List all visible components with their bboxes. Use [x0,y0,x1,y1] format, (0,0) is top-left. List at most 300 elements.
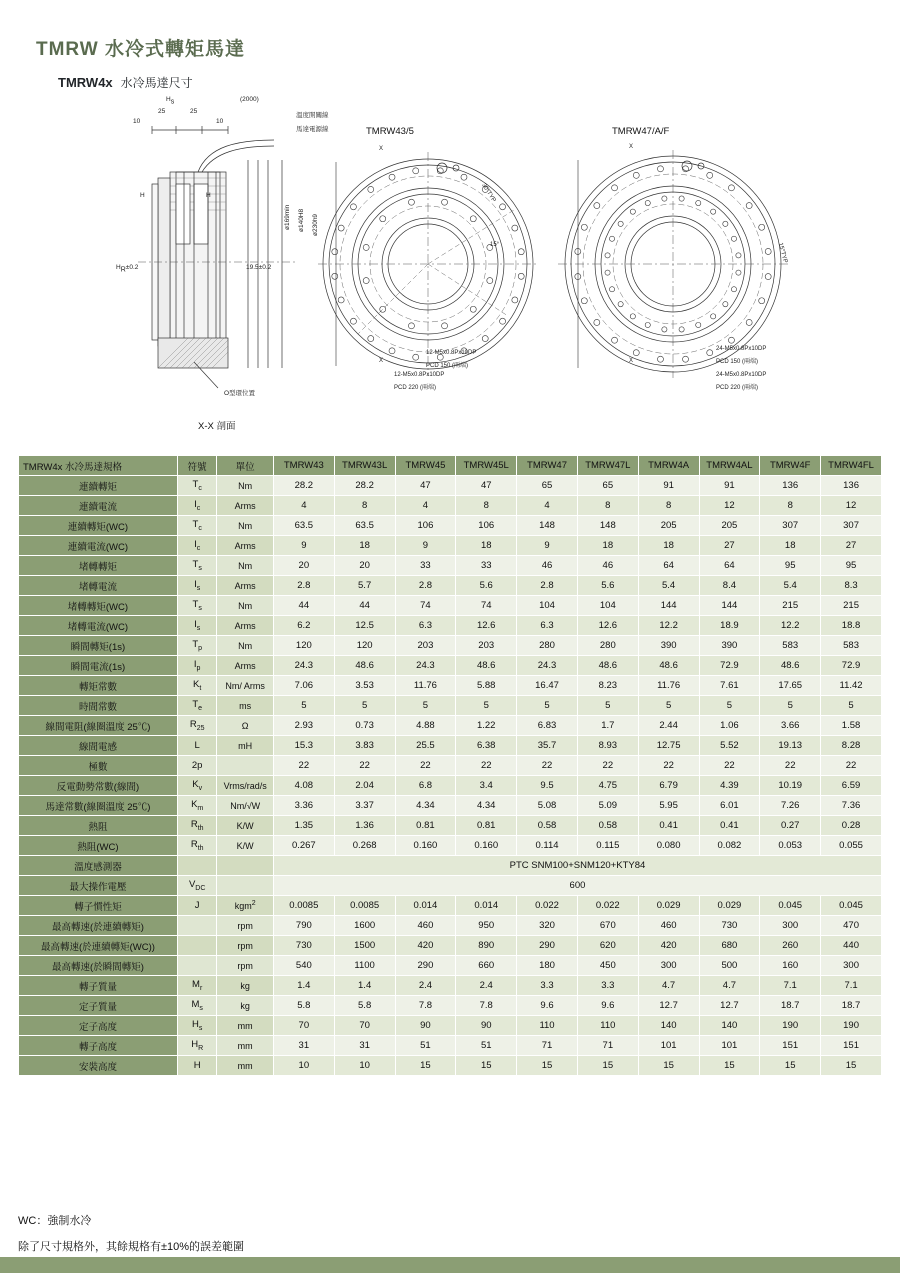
row-value: 1.7 [577,716,638,736]
row-value: 3.66 [760,716,821,736]
row-label: 最高轉速(於瞬間轉矩) [19,956,178,976]
row-symbol: $I_c$ [177,496,216,516]
row-value: 0.053 [760,836,821,856]
row-unit: mm [217,1036,274,1056]
row-value: 215 [760,596,821,616]
header-unit: 單位 [217,456,274,476]
table-row [19,556,882,576]
row-label: 連續轉矩 [19,476,178,496]
row-label: 轉子慣性矩 [19,896,178,916]
row-value: 10 [334,1056,395,1076]
row-value: 136 [821,476,882,496]
row-value: 0.268 [334,836,395,856]
row-value: 70 [273,1016,334,1036]
row-value: 3.53 [334,676,395,696]
row-value: 28.2 [334,476,395,496]
row-value: 3.4 [456,776,517,796]
row-value: 5.6 [456,576,517,596]
table-row [19,676,882,696]
specification-table [18,455,882,1076]
row-value: 450 [577,956,638,976]
header-model: TMRW47 [517,456,578,476]
row-value: 22 [517,756,578,776]
row-label: 堵轉電流(WC) [19,616,178,636]
table-row [19,776,882,796]
row-value: 20 [334,556,395,576]
row-value: 148 [577,516,638,536]
row-value: 307 [821,516,882,536]
row-value: 48.6 [334,656,395,676]
row-value: 18 [456,536,517,556]
row-value: 6.3 [517,616,578,636]
row-symbol: $K_t$ [177,676,216,696]
row-value: 15 [395,1056,456,1076]
row-value: 8.23 [577,676,638,696]
row-value: 4.7 [638,976,699,996]
row-value: 151 [760,1036,821,1056]
row-value: 5 [699,696,760,716]
row-value: 5.88 [456,676,517,696]
header-model: TMRW47L [577,456,638,476]
header-model: TMRW43L [334,456,395,476]
row-value: 9.6 [517,996,578,1016]
row-value: 110 [577,1016,638,1036]
row-unit: Arms [217,496,274,516]
row-value: 4.88 [395,716,456,736]
row-value: 3.3 [577,976,638,996]
row-value: 46 [517,556,578,576]
row-label: 最高轉速(於連續轉矩) [19,916,178,936]
row-value: 0.73 [334,716,395,736]
row-value: 7.1 [821,976,882,996]
row-symbol: $I_s$ [177,576,216,596]
row-value: 5 [334,696,395,716]
section-subtitle [58,74,193,91]
row-unit: Arms [217,576,274,596]
row-value: 0.029 [638,896,699,916]
row-value: 15.3 [273,736,334,756]
row-value: 5.4 [760,576,821,596]
row-label: 最大操作電壓 [19,876,178,896]
row-value: 205 [699,516,760,536]
table-row [19,716,882,736]
row-value: 2.8 [273,576,334,596]
row-unit: ms [217,696,274,716]
row-value: 120 [273,636,334,656]
row-label: 馬達常數(線圈溫度 25℃) [19,796,178,816]
row-value: 95 [821,556,882,576]
row-value: 12.2 [760,616,821,636]
row-value: 71 [517,1036,578,1056]
row-symbol: $T_c$ [177,476,216,496]
row-value: 22 [821,756,882,776]
row-value: 6.3 [395,616,456,636]
row-value: 18 [638,536,699,556]
row-value: 12.2 [638,616,699,636]
row-value: 15 [517,1056,578,1076]
row-value: 2.8 [395,576,456,596]
top-rule [0,0,900,3]
row-value: 1.4 [273,976,334,996]
row-symbol: $M_s$ [177,996,216,1016]
row-unit [217,856,274,876]
row-value: 5.08 [517,796,578,816]
row-value: 390 [638,636,699,656]
row-value: 420 [638,936,699,956]
row-value: 5 [395,696,456,716]
row-value: 5.8 [334,996,395,1016]
row-value: 5.6 [577,576,638,596]
row-unit: Nm [217,596,274,616]
row-value: 140 [699,1016,760,1036]
row-value: 500 [699,956,760,976]
row-value: 0.0085 [334,896,395,916]
row-symbol [177,856,216,876]
row-value: 2.04 [334,776,395,796]
row-value: 0.022 [577,896,638,916]
row-value: 63.5 [334,516,395,536]
row-value: 9 [273,536,334,556]
row-value: 22 [273,756,334,776]
row-value: 470 [821,916,882,936]
row-value: 215 [821,596,882,616]
row-value: 1100 [334,956,395,976]
right-view-title: TMRW47/A/F [612,126,670,137]
table-row [19,1036,882,1056]
row-value: 0.045 [760,896,821,916]
row-symbol: $H_s$ [177,1016,216,1036]
row-value: 680 [699,936,760,956]
row-value: 72.9 [821,656,882,676]
row-symbol: H [177,1056,216,1076]
row-value: 0.082 [699,836,760,856]
row-value: 22 [577,756,638,776]
row-value: 290 [517,936,578,956]
row-label: 堵轉轉矩 [19,556,178,576]
row-value: 5.95 [638,796,699,816]
row-value: 18.7 [760,996,821,1016]
row-value: 12.7 [638,996,699,1016]
row-value: 540 [273,956,334,976]
row-span-value: 600 [273,876,881,896]
row-value: 3.3 [517,976,578,996]
header-model: TMRW43 [273,456,334,476]
row-value: 15 [699,1056,760,1076]
row-value: 4.39 [699,776,760,796]
row-value: 390 [699,636,760,656]
row-value: 31 [273,1036,334,1056]
row-value: 15 [577,1056,638,1076]
row-unit: K/W [217,816,274,836]
row-value: 136 [760,476,821,496]
row-value: 5 [517,696,578,716]
row-value: 460 [395,916,456,936]
row-value: 22 [699,756,760,776]
table-row [19,576,882,596]
row-value: 28.2 [273,476,334,496]
row-symbol: $T_e$ [177,696,216,716]
row-value: 0.58 [577,816,638,836]
row-value: 65 [577,476,638,496]
row-value: 35.7 [517,736,578,756]
row-value: 6.38 [456,736,517,756]
table-row [19,536,882,556]
table-row [19,496,882,516]
row-symbol: 2p [177,756,216,776]
row-value: 104 [577,596,638,616]
row-value: 5 [456,696,517,716]
row-unit: K/W [217,836,274,856]
row-symbol [177,956,216,976]
row-value: 280 [577,636,638,656]
row-symbol: $T_s$ [177,556,216,576]
row-value: 12.75 [638,736,699,756]
row-value: 290 [395,956,456,976]
row-label: 反電動勢常數(線間) [19,776,178,796]
row-value: 12.6 [456,616,517,636]
table-row [19,736,882,756]
row-value: 7.36 [821,796,882,816]
mid-view-title: TMRW43/5 [366,126,414,137]
row-unit: mm [217,1056,274,1076]
row-value: 1500 [334,936,395,956]
row-unit: Arms [217,536,274,556]
row-value: 8.93 [577,736,638,756]
row-unit: rpm [217,936,274,956]
row-symbol: $K_v$ [177,776,216,796]
row-value: 5.09 [577,796,638,816]
header-model: TMRW4AL [699,456,760,476]
row-value: 9.5 [517,776,578,796]
row-symbol: $I_s$ [177,616,216,636]
row-value: 51 [395,1036,456,1056]
row-value: 12 [699,496,760,516]
row-value: 144 [699,596,760,616]
row-value: 6.59 [821,776,882,796]
row-value: 22 [638,756,699,776]
row-value: 2.4 [456,976,517,996]
row-symbol: $T_c$ [177,516,216,536]
row-value: 9 [395,536,456,556]
table-row [19,976,882,996]
table-row [19,916,882,936]
row-unit [217,876,274,896]
row-value: 15 [456,1056,517,1076]
row-label: 連續電流 [19,496,178,516]
row-value: 22 [334,756,395,776]
row-value: 24.3 [273,656,334,676]
row-value: 7.8 [456,996,517,1016]
row-value: 730 [699,916,760,936]
row-value: 300 [638,956,699,976]
row-value: 6.01 [699,796,760,816]
row-label: 線間電感 [19,736,178,756]
row-label: 連續轉矩(WC) [19,516,178,536]
row-label: 時間常數 [19,696,178,716]
row-unit: kgm$^2$ [217,896,274,916]
row-value: 203 [456,636,517,656]
row-label: 堵轉電流 [19,576,178,596]
row-value: 2.93 [273,716,334,736]
row-unit: kg [217,976,274,996]
row-value: 660 [456,956,517,976]
row-value: 5.52 [699,736,760,756]
row-value: 0.267 [273,836,334,856]
header-model: TMRW4A [638,456,699,476]
footnote-wc: WC：強制水冷 [18,1215,92,1227]
row-label: 熱阻 [19,816,178,836]
row-label: 堵轉轉矩(WC) [19,596,178,616]
table-row [19,956,882,976]
row-symbol: $T_s$ [177,596,216,616]
row-value: 90 [456,1016,517,1036]
row-value: 18.7 [821,996,882,1016]
row-label: 定子質量 [19,996,178,1016]
row-value: 6.79 [638,776,699,796]
row-label: 定子高度 [19,1016,178,1036]
header-model: TMRW4FL [821,456,882,476]
row-value: 205 [638,516,699,536]
row-value: 18.9 [699,616,760,636]
row-value: 2.4 [395,976,456,996]
row-value: 0.115 [577,836,638,856]
header-symbol: 符號 [177,456,216,476]
row-value: 5 [821,696,882,716]
row-value: 440 [821,936,882,956]
row-value: 4 [273,496,334,516]
row-symbol: $I_p$ [177,656,216,676]
row-unit: Nm [217,636,274,656]
row-value: 5 [577,696,638,716]
row-value: 790 [273,916,334,936]
row-value: 64 [638,556,699,576]
row-symbol [177,916,216,936]
row-value: 11.42 [821,676,882,696]
header-model: TMRW4F [760,456,821,476]
row-value: 670 [577,916,638,936]
row-value: 51 [456,1036,517,1056]
table-row [19,876,882,896]
row-symbol: $R_{th}$ [177,836,216,856]
row-value: 2.44 [638,716,699,736]
row-label: 安裝高度 [19,1056,178,1076]
row-value: 0.160 [395,836,456,856]
row-unit: Vrms/rad/s [217,776,274,796]
row-value: 140 [638,1016,699,1036]
row-value: 203 [395,636,456,656]
table-row [19,856,882,876]
row-value: 10 [273,1056,334,1076]
row-symbol: $I_c$ [177,536,216,556]
table-row [19,816,882,836]
row-value: 7.1 [760,976,821,996]
row-value: 90 [395,1016,456,1036]
row-value: 9 [517,536,578,556]
row-value: 6.2 [273,616,334,636]
row-value: 120 [334,636,395,656]
row-value: 31 [334,1036,395,1056]
row-value: 11.76 [638,676,699,696]
row-value: 7.8 [395,996,456,1016]
row-value: 4.08 [273,776,334,796]
row-value: 12.5 [334,616,395,636]
bottom-bar [0,1257,900,1273]
row-value: 24.3 [395,656,456,676]
header-model: TMRW45L [456,456,517,476]
row-value: 0.160 [456,836,517,856]
row-value: 160 [760,956,821,976]
row-value: 22 [456,756,517,776]
row-value: 0.022 [517,896,578,916]
table-header-row [19,456,882,476]
row-value: 7.26 [760,796,821,816]
row-value: 0.41 [638,816,699,836]
row-value: 10.19 [760,776,821,796]
row-value: 104 [517,596,578,616]
row-value: 8 [760,496,821,516]
row-value: 18.8 [821,616,882,636]
row-value: 420 [395,936,456,956]
row-value: 2.8 [517,576,578,596]
row-symbol: $H_R$ [177,1036,216,1056]
row-value: 583 [821,636,882,656]
row-value: 15 [760,1056,821,1076]
table-row [19,836,882,856]
row-value: 144 [638,596,699,616]
row-value: 583 [760,636,821,656]
row-value: 3.36 [273,796,334,816]
row-value: 730 [273,936,334,956]
row-value: 74 [395,596,456,616]
table-row [19,1016,882,1036]
row-value: 106 [456,516,517,536]
row-span-value: PTC SNM100+SNM120+KTY84 [273,856,881,876]
page-title: TMRW 水冷式轉矩馬達 [36,39,246,60]
row-value: 22 [395,756,456,776]
row-value: 890 [456,936,517,956]
row-value: 0.41 [699,816,760,836]
row-unit: Arms [217,616,274,636]
row-symbol: L [177,736,216,756]
row-value: 64 [699,556,760,576]
row-symbol: $K_m$ [177,796,216,816]
row-value: 44 [273,596,334,616]
row-value: 5.7 [334,576,395,596]
row-value: 74 [456,596,517,616]
row-value: 4 [517,496,578,516]
row-value: 0.58 [517,816,578,836]
row-value: 48.6 [456,656,517,676]
row-symbol: $V_{DC}$ [177,876,216,896]
row-value: 3.83 [334,736,395,756]
table-row [19,996,882,1016]
row-value: 8 [577,496,638,516]
row-value: 12.7 [699,996,760,1016]
row-value: 27 [821,536,882,556]
row-value: 4.34 [395,796,456,816]
row-value: 15 [638,1056,699,1076]
row-unit [217,756,274,776]
row-value: 47 [395,476,456,496]
row-value: 0.81 [395,816,456,836]
row-symbol: $R_{th}$ [177,816,216,836]
row-value: 190 [760,1016,821,1036]
row-value: 24.3 [517,656,578,676]
row-value: 0.055 [821,836,882,856]
row-value: 5 [273,696,334,716]
row-unit: Nm/ Arms [217,676,274,696]
row-value: 101 [638,1036,699,1056]
